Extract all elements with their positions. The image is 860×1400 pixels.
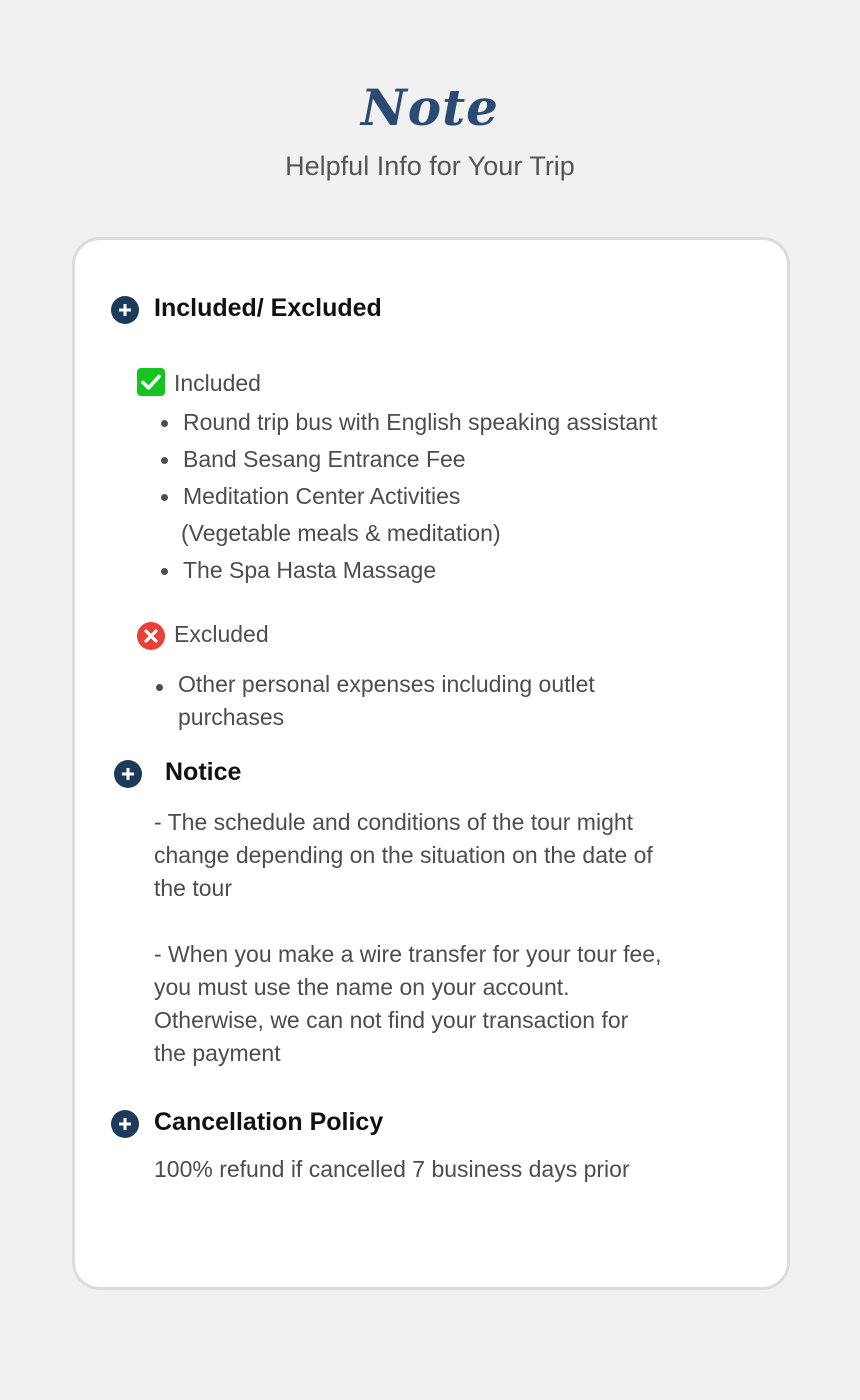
notice-paragraph: - The schedule and conditions of the tour might change depending on the situation on the date of the tour xyxy=(154,809,653,901)
page-title: Note xyxy=(361,78,499,137)
expand-plus-icon[interactable] xyxy=(114,760,142,788)
excluded-list xyxy=(154,668,714,734)
list-item: Other personal expenses including outlet purchases xyxy=(154,668,714,734)
x-circle-icon xyxy=(137,622,165,650)
notice-paragraph: - When you make a wire transfer for your tour fee, you must use the name on your account. Otherwise, we can not find your transaction for the payment xyxy=(154,941,662,1066)
info-card xyxy=(72,237,790,1290)
included-label: Included xyxy=(174,370,261,396)
included-list xyxy=(159,404,759,589)
expand-plus-icon[interactable] xyxy=(111,296,139,324)
section-heading-notice: Notice xyxy=(165,758,242,786)
list-item-continuation: (Vegetable meals & meditation) xyxy=(181,520,501,546)
list-item: Band Sesang Entrance Fee xyxy=(159,441,759,478)
check-icon xyxy=(137,368,165,396)
list-item: Round trip bus with English speaking assistant xyxy=(159,404,759,441)
list-item: The Spa Hasta Massage xyxy=(159,552,759,589)
cancellation-text: 100% refund if cancelled 7 business days prior xyxy=(154,1156,630,1182)
list-item-continuation: purchases xyxy=(178,704,285,730)
expand-plus-icon[interactable] xyxy=(111,1110,139,1138)
list-item: Meditation Center Activities (Vegetable meals & meditation) xyxy=(159,478,759,552)
excluded-label: Excluded xyxy=(174,621,269,647)
section-heading-included-excluded: Included/ Excluded xyxy=(154,294,382,322)
page-subtitle: Helpful Info for Your Trip xyxy=(285,151,575,181)
section-heading-cancellation: Cancellation Policy xyxy=(154,1108,384,1136)
